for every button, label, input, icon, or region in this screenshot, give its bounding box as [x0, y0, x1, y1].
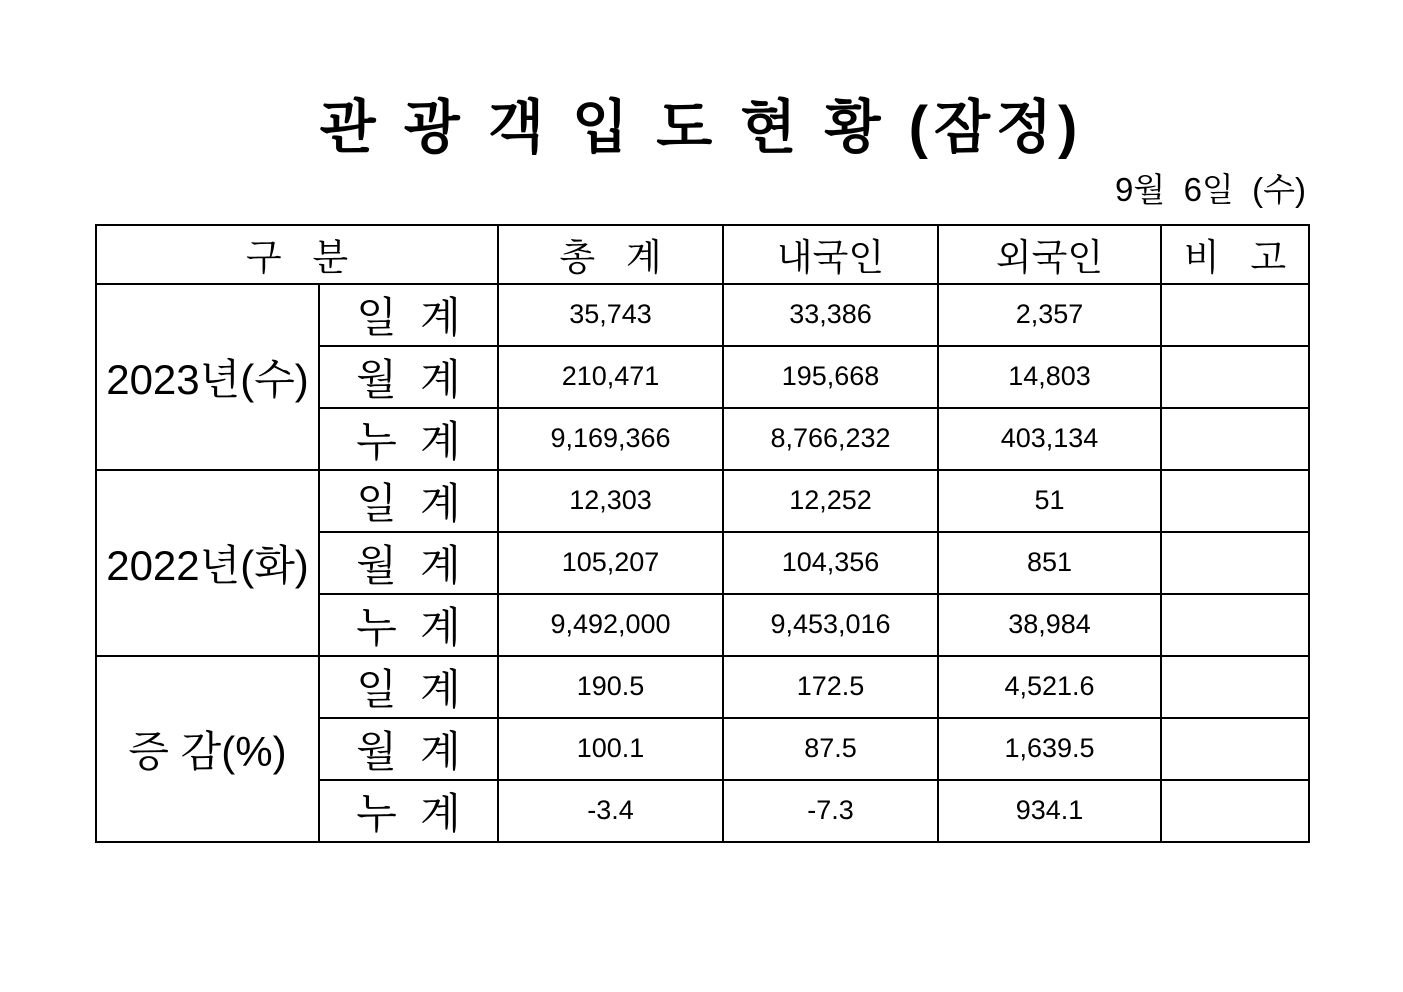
row-label-daily: 일 계 — [319, 284, 498, 346]
value-domestic: 33,386 — [723, 284, 938, 346]
table-header-row — [96, 225, 1309, 284]
header-category: 구 분 — [96, 225, 498, 284]
row-label-cumulative: 누 계 — [319, 408, 498, 470]
header-domestic: 내국인 — [723, 225, 938, 284]
value-foreign: 4,521.6 — [938, 656, 1161, 718]
value-domestic: 195,668 — [723, 346, 938, 408]
table-row — [96, 284, 1309, 346]
group-label-2022: 2022년(화) — [96, 470, 319, 656]
value-domestic: 12,252 — [723, 470, 938, 532]
remark-cell — [1161, 532, 1309, 594]
remark-cell — [1161, 284, 1309, 346]
value-total: 100.1 — [498, 718, 723, 780]
value-total: 9,492,000 — [498, 594, 723, 656]
value-total: 210,471 — [498, 346, 723, 408]
value-foreign: 14,803 — [938, 346, 1161, 408]
row-label-daily: 일 계 — [319, 656, 498, 718]
value-total: 9,169,366 — [498, 408, 723, 470]
table-row — [96, 470, 1309, 532]
value-foreign: 2,357 — [938, 284, 1161, 346]
value-foreign: 51 — [938, 470, 1161, 532]
value-total: 105,207 — [498, 532, 723, 594]
remark-cell — [1161, 470, 1309, 532]
value-domestic: 172.5 — [723, 656, 938, 718]
header-remark: 비 고 — [1161, 225, 1309, 284]
value-domestic: 9,453,016 — [723, 594, 938, 656]
remark-cell — [1161, 718, 1309, 780]
remark-cell — [1161, 780, 1309, 842]
value-foreign: 403,134 — [938, 408, 1161, 470]
header-foreign: 외국인 — [938, 225, 1161, 284]
group-label-2023: 2023년(수) — [96, 284, 319, 470]
value-domestic: 104,356 — [723, 532, 938, 594]
remark-cell — [1161, 408, 1309, 470]
value-foreign: 934.1 — [938, 780, 1161, 842]
value-foreign: 851 — [938, 532, 1161, 594]
table-row — [96, 656, 1309, 718]
report-date: 9월 6일 (수) — [1115, 170, 1306, 208]
tourist-arrivals-table — [95, 224, 1310, 843]
page-title: 관 광 객 입 도 현 황 (잠정) — [319, 95, 1084, 160]
value-total: 12,303 — [498, 470, 723, 532]
value-total: -3.4 — [498, 780, 723, 842]
row-label-monthly: 월 계 — [319, 718, 498, 780]
value-domestic: -7.3 — [723, 780, 938, 842]
row-label-cumulative: 누 계 — [319, 780, 498, 842]
value-foreign: 1,639.5 — [938, 718, 1161, 780]
row-label-daily: 일 계 — [319, 470, 498, 532]
remark-cell — [1161, 656, 1309, 718]
value-total: 190.5 — [498, 656, 723, 718]
group-label-change: 증 감(%) — [96, 656, 319, 842]
value-total: 35,743 — [498, 284, 723, 346]
value-domestic: 8,766,232 — [723, 408, 938, 470]
value-foreign: 38,984 — [938, 594, 1161, 656]
row-label-cumulative: 누 계 — [319, 594, 498, 656]
remark-cell — [1161, 594, 1309, 656]
row-label-monthly: 월 계 — [319, 532, 498, 594]
row-label-monthly: 월 계 — [319, 346, 498, 408]
remark-cell — [1161, 346, 1309, 408]
value-domestic: 87.5 — [723, 718, 938, 780]
header-total: 총 계 — [498, 225, 723, 284]
